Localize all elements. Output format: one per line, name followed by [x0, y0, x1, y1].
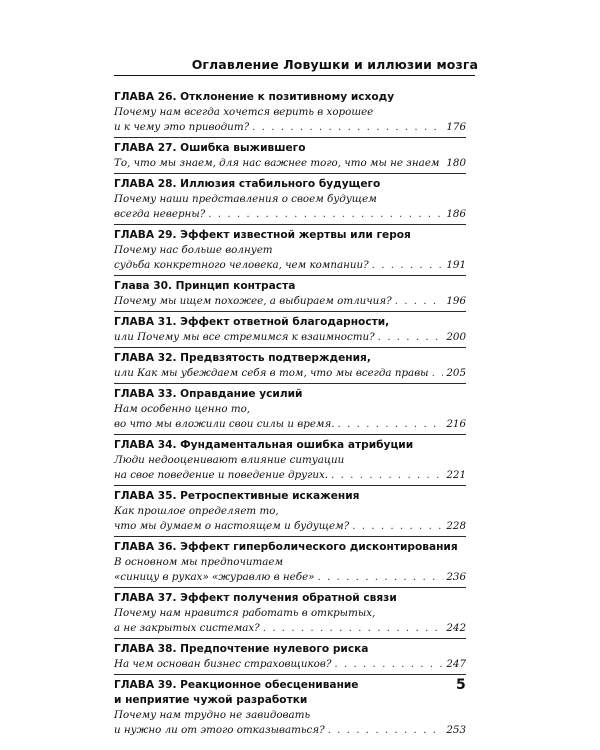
- chapter-subtitle-last-line: [114, 330, 466, 345]
- chapter-subtitle-text: а не закрытых системах?: [114, 622, 260, 634]
- chapter-subtitle-text: во что мы вложили свои силы и время.: [114, 418, 335, 430]
- dot-leader: [263, 621, 444, 636]
- chapter-subtitle-text: судьба конкретного человека, чем компании?: [114, 259, 369, 271]
- chapter-subtitle-text: То, что мы знаем, для нас важнее того, что мы не знаем: [114, 157, 440, 169]
- table-of-contents: [114, 90, 466, 740]
- chapter-subtitle-last-line: [114, 519, 466, 534]
- chapter-page-number: 191: [446, 259, 466, 271]
- chapter-subtitle-last-line: [114, 468, 466, 483]
- chapter-title: ГЛАВА 26. Отклонение к позитивному исходу: [114, 91, 395, 103]
- dot-leader: [208, 207, 443, 222]
- chapter-subtitle-line: Как прошлое определяет то,: [114, 505, 279, 517]
- chapter-title: Глава 30. Принцип контраста: [114, 280, 296, 292]
- toc-entry: [114, 224, 466, 275]
- chapter-subtitle-last-line: [114, 120, 466, 135]
- chapter-subtitle-text: или Как мы убеждаем себя в том, что мы всегда правы: [114, 367, 429, 379]
- chapter-title: ГЛАВА 31. Эффект ответной благодарности,: [114, 316, 390, 328]
- toc-entry: [114, 311, 466, 347]
- chapter-title: ГЛАВА 29. Эффект известной жертвы или героя: [114, 229, 411, 241]
- dot-leader: [317, 570, 443, 585]
- chapter-subtitle-last-line: [114, 417, 466, 432]
- toc-entry: [114, 275, 466, 311]
- chapter-page-number: 221: [446, 469, 466, 481]
- chapter-subtitle-text: Почему мы ищем похожее, а выбираем отличия?: [114, 295, 392, 307]
- chapter-subtitle-text: что мы думаем о настоящем и будущем?: [114, 520, 350, 532]
- chapter-title: ГЛАВА 36. Эффект гиперболического дисконтирования: [114, 541, 458, 553]
- dot-leader: [395, 294, 444, 309]
- chapter-page-number: 216: [446, 418, 466, 430]
- dot-leader: [334, 657, 443, 672]
- running-head: Оглавление Ловушки и иллюзии мозга: [191, 57, 478, 72]
- chapter-subtitle-last-line: [114, 156, 466, 171]
- chapter-page-number: 247: [446, 658, 466, 670]
- chapter-page-number: 176: [446, 121, 466, 133]
- dot-leader: [378, 330, 444, 345]
- chapter-title: ГЛАВА 27. Ошибка выжившего: [114, 142, 306, 154]
- chapter-page-number: 180: [446, 157, 466, 169]
- chapter-subtitle-text: «синицу в руках» «журавлю в небе»: [114, 571, 315, 583]
- chapter-subtitle-line: Нам особенно ценно то,: [114, 403, 251, 415]
- chapter-subtitle-line: Почему нам всегда хочется верить в хорошее: [114, 106, 374, 118]
- chapter-subtitle-last-line: [114, 657, 466, 672]
- chapter-page-number: 236: [446, 571, 466, 583]
- chapter-subtitle-text: на свое поведение и поведение других.: [114, 469, 329, 481]
- dot-leader: [372, 258, 444, 273]
- toc-entry: [114, 173, 466, 224]
- toc-entry: [114, 485, 466, 536]
- chapter-title: ГЛАВА 37. Эффект получения обратной связи: [114, 592, 397, 604]
- chapter-page-number: 196: [446, 295, 466, 307]
- chapter-subtitle-text: На чем основан бизнес страховщиков?: [114, 658, 332, 670]
- dot-leader: [432, 366, 444, 381]
- chapter-subtitle-last-line: [114, 207, 466, 222]
- chapter-subtitle-text: и к чему это приводит?: [114, 121, 250, 133]
- chapter-title: ГЛАВА 33. Оправдание усилий: [114, 388, 303, 400]
- chapter-subtitle-last-line: [114, 366, 466, 381]
- dot-leader: [442, 156, 443, 171]
- chapter-title: ГЛАВА 39. Реакционное обесценивание: [114, 679, 359, 691]
- chapter-title: ГЛАВА 35. Ретроспективные искажения: [114, 490, 360, 502]
- header-rule: [114, 75, 475, 76]
- dot-leader: [352, 519, 443, 534]
- chapter-subtitle-last-line: [114, 723, 466, 738]
- chapter-subtitle-text: всегда неверны?: [114, 208, 206, 220]
- chapter-subtitle-line: Почему нам нравится работать в открытых,: [114, 607, 376, 619]
- chapter-page-number: 253: [446, 724, 466, 736]
- toc-entry: [114, 434, 466, 485]
- chapter-title: ГЛАВА 38. Предпочтение нулевого риска: [114, 643, 369, 655]
- chapter-title: ГЛАВА 28. Иллюзия стабильного будущего: [114, 178, 381, 190]
- chapter-title: ГЛАВА 34. Фундаментальная ошибка атрибуции: [114, 439, 414, 451]
- toc-entry: [114, 638, 466, 674]
- dot-leader: [252, 120, 443, 135]
- chapter-subtitle-line: Почему нас больше волнует: [114, 244, 273, 256]
- chapter-page-number: 200: [446, 331, 466, 343]
- dot-leader: [338, 417, 444, 432]
- chapter-subtitle-line: Почему наши представления о своем будущем: [114, 193, 377, 205]
- toc-entry: [114, 674, 466, 740]
- toc-entry: [114, 383, 466, 434]
- chapter-subtitle-line: Люди недооценивают влияние ситуации: [114, 454, 345, 466]
- chapter-page-number: 242: [446, 622, 466, 634]
- chapter-page-number: 205: [446, 367, 466, 379]
- chapter-subtitle-last-line: [114, 258, 466, 273]
- toc-entry: [114, 137, 466, 173]
- dot-leader: [328, 723, 444, 738]
- chapter-subtitle-last-line: [114, 570, 466, 585]
- chapter-subtitle-line: В основном мы предпочитаем: [114, 556, 284, 568]
- toc-entry: [114, 587, 466, 638]
- chapter-page-number: 228: [446, 520, 466, 532]
- dot-leader: [331, 468, 443, 483]
- chapter-page-number: 186: [446, 208, 466, 220]
- chapter-title: и неприятие чужой разработки: [114, 694, 308, 706]
- page-number: 5: [456, 677, 466, 693]
- chapter-subtitle-text: и нужно ли от этого отказываться?: [114, 724, 325, 736]
- toc-entry: [114, 347, 466, 383]
- chapter-title: ГЛАВА 32. Предвзятость подтверждения,: [114, 352, 371, 364]
- chapter-subtitle-last-line: [114, 294, 466, 309]
- chapter-subtitle-text: или Почему мы все стремимся к взаимности?: [114, 331, 375, 343]
- chapter-subtitle-line: Почему нам трудно не завидовать: [114, 709, 311, 721]
- toc-entry: [114, 536, 466, 587]
- chapter-subtitle-last-line: [114, 621, 466, 636]
- toc-entry: [114, 90, 466, 137]
